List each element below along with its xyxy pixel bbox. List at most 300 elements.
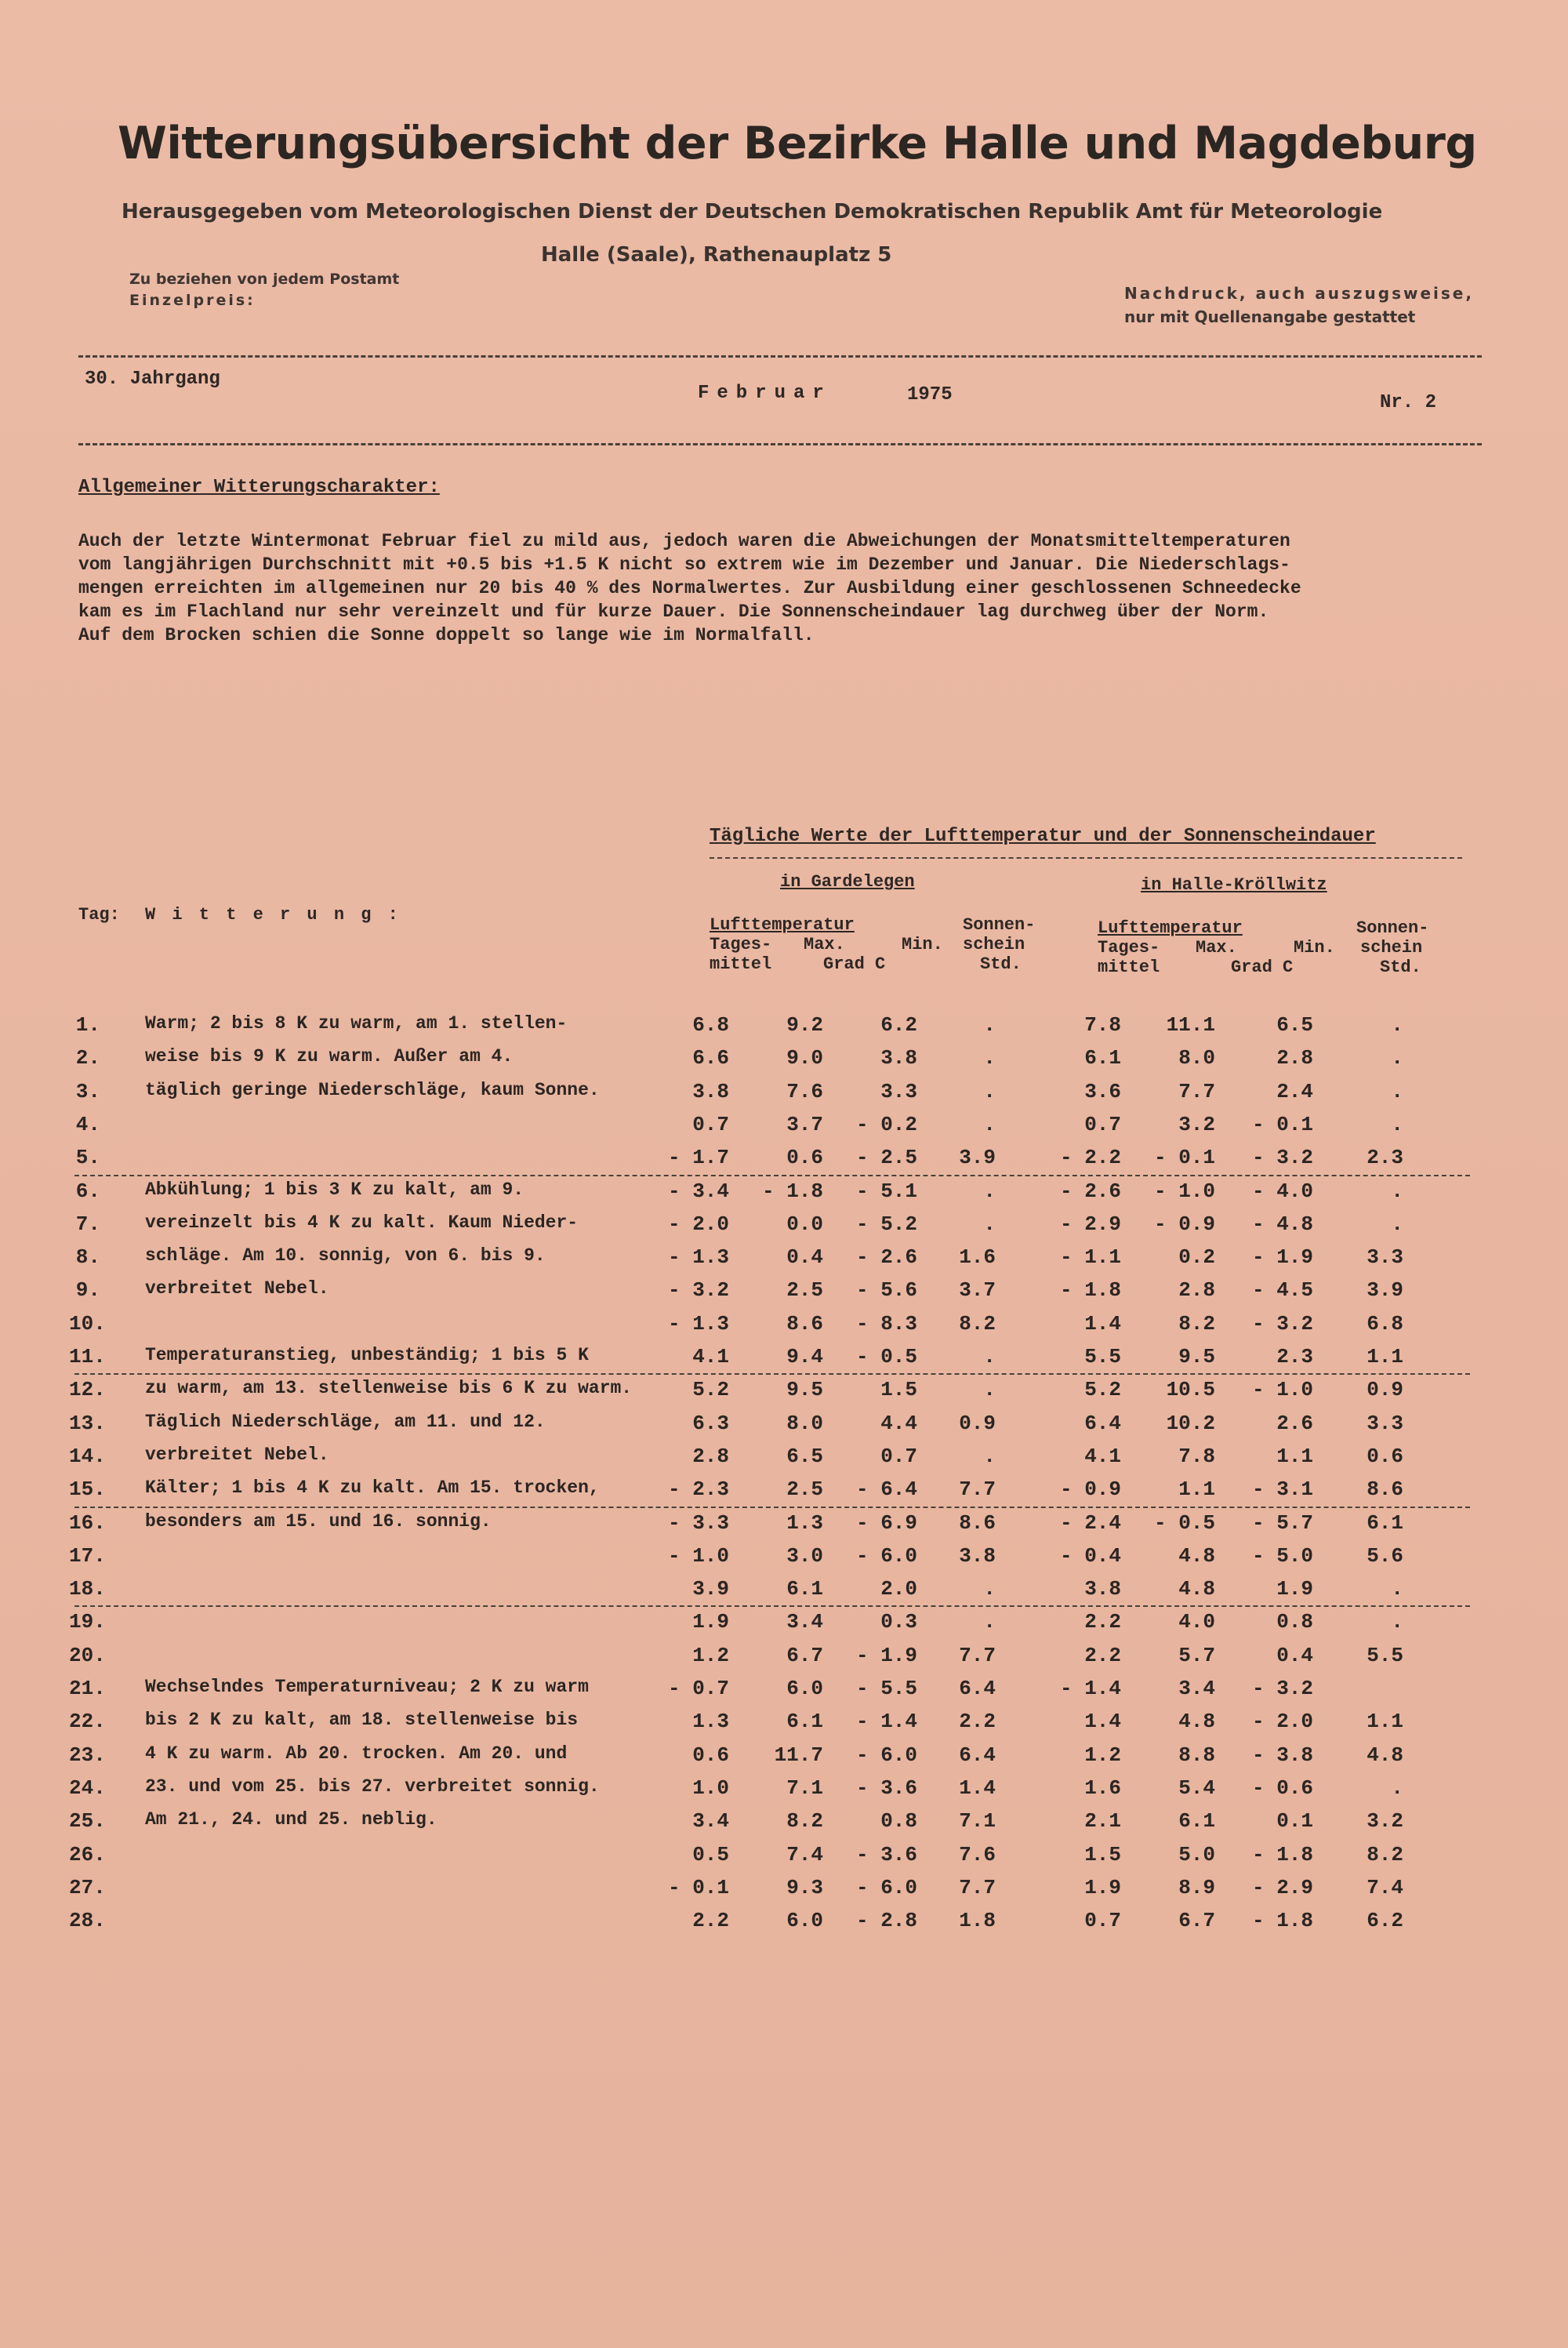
weather-description-line: täglich geringe Niederschläge, kaum Sonne. (145, 1079, 600, 1100)
halle-value: 5.5 (1084, 1345, 1121, 1368)
gardelegen-value: 2.5 (786, 1278, 823, 1303)
halle-value: . (1391, 1610, 1403, 1634)
weather-description-line: 23. und vom 25. bis 27. verbreitet sonnig. (145, 1776, 600, 1797)
halle-value: 6.4 (1084, 1411, 1121, 1435)
halle-value: 8.6 (1367, 1477, 1403, 1502)
gardelegen-value: - 0.2 (855, 1112, 917, 1136)
g-max: Max. (804, 935, 845, 954)
halle-value: 6.1 (1367, 1510, 1403, 1535)
halle-value: 7.4 (1367, 1875, 1403, 1899)
gardelegen-value: 3.4 (786, 1610, 823, 1634)
halle-value: - 0.1 (1251, 1112, 1313, 1136)
gardelegen-value: - 6.4 (855, 1477, 917, 1502)
gardelegen-value: 0.9 (959, 1411, 996, 1435)
gardelegen-value: 6.4 (959, 1743, 996, 1767)
general-heading: Allgemeiner Witterungscharakter: (78, 477, 440, 498)
g-sonnen: Sonnen- (963, 915, 1036, 935)
halle-value: 2.4 (1276, 1079, 1313, 1103)
h-max: Max. (1196, 938, 1237, 958)
gardelegen-value: 1.2 (692, 1643, 729, 1667)
gardelegen-value: 8.2 (959, 1311, 996, 1336)
gardelegen-value: - 0.5 (855, 1345, 917, 1368)
gardelegen-value: . (983, 1212, 996, 1236)
gardelegen-value: - 5.2 (855, 1212, 917, 1236)
gardelegen-value: - 5.6 (855, 1278, 917, 1303)
halle-value: 2.1 (1084, 1809, 1121, 1834)
gardelegen-value: 0.8 (880, 1809, 917, 1834)
halle-value: - 2.9 (1251, 1875, 1313, 1899)
halle-value: - 1.8 (1059, 1278, 1121, 1303)
publisher-line: Herausgegeben vom Meteorologischen Dienst der Deutschen Demokratischen Republik Amt für Meteorologie (122, 200, 1383, 224)
halle-value: - 1.8 (1251, 1909, 1313, 1933)
gardelegen-value: 0.7 (692, 1112, 729, 1136)
day-number: 8. (75, 1245, 100, 1270)
gardelegen-value: 9.3 (786, 1875, 823, 1899)
g-lufttemp: Lufttemperatur (710, 915, 855, 935)
weather-description-line: Kälter; 1 bis 4 K zu kalt. Am 15. trocken, (145, 1477, 600, 1499)
gardelegen-value: 3.9 (959, 1146, 996, 1170)
gardelegen-value: - 1.8 (761, 1179, 823, 1203)
halle-value: - 2.2 (1059, 1146, 1121, 1170)
order-note: Zu beziehen von jedem Postamt (129, 271, 400, 288)
gardelegen-value: - 1.9 (855, 1643, 917, 1667)
day-number: 20. (69, 1643, 106, 1667)
gardelegen-value: . (983, 1610, 996, 1634)
halle-value: 5.4 (1178, 1776, 1215, 1800)
h-lufttemp: Lufttemperatur (1098, 918, 1243, 938)
weather-description-line: Warm; 2 bis 8 K zu warm, am 1. stellen- (145, 1013, 568, 1034)
halle-value: - 2.4 (1059, 1510, 1121, 1535)
halle-value: 7.8 (1084, 1013, 1121, 1037)
halle-value: 1.4 (1084, 1710, 1121, 1734)
halle-value: - 0.1 (1153, 1146, 1215, 1170)
gardelegen-value: . (983, 1577, 996, 1601)
halle-value: 3.9 (1367, 1278, 1403, 1303)
halle-value: 5.6 (1367, 1543, 1403, 1568)
g-tages: Tages- (710, 935, 772, 954)
gardelegen-value: 0.0 (786, 1212, 823, 1236)
reprint-note-1: Nachdruck, auch auszugsweise, (1124, 284, 1474, 303)
gardelegen-value: - 3.3 (667, 1510, 729, 1535)
halle-value: - 4.8 (1251, 1212, 1313, 1236)
halle-value: 2.3 (1367, 1146, 1403, 1170)
paragraph-line: kam es im Flachland nur sehr vereinzelt und für kurze Dauer. Die Sonnenscheindauer lag durchweg über der Norm. (78, 602, 1269, 622)
halle-value: 6.5 (1276, 1013, 1313, 1037)
gardelegen-value: . (983, 1378, 996, 1402)
day-number: 2. (75, 1046, 100, 1070)
gardelegen-value: 1.5 (880, 1378, 917, 1402)
paragraph-line: Auch der letzte Wintermonat Februar fiel zu mild aus, jedoch waren die Abweichungen der Monatsmitteltemperaturen (78, 531, 1290, 551)
gardelegen-value: - 5.1 (855, 1179, 917, 1203)
col-day-header: Tag: (78, 905, 120, 925)
gardelegen-value: 7.7 (959, 1875, 996, 1899)
day-number: 6. (75, 1179, 100, 1203)
weather-description-line: zu warm, am 13. stellenweise bis 6 K zu warm. (145, 1378, 633, 1399)
table-caption: Tägliche Werte der Lufttemperatur und der Sonnenscheindauer (710, 826, 1376, 847)
halle-value: 6.1 (1084, 1046, 1121, 1070)
paragraph-line: vom langjährigen Durchschnitt mit +0.5 bis +1.5 K nicht so extrem wie im Dezember und Januar. Die Niederschlags- (78, 554, 1290, 575)
halle-value: 11.1 (1166, 1013, 1215, 1037)
halle-value: 5.2 (1084, 1378, 1121, 1402)
halle-value: 6.8 (1367, 1311, 1403, 1336)
gardelegen-value: - 2.6 (855, 1245, 917, 1270)
h-mittel: mittel (1098, 958, 1160, 977)
gardelegen-value: - 1.3 (667, 1311, 729, 1336)
halle-value: 0.1 (1276, 1809, 1313, 1834)
gardelegen-value: - 8.3 (855, 1311, 917, 1336)
gardelegen-value: 7.4 (786, 1842, 823, 1866)
halle-value: 3.2 (1367, 1809, 1403, 1834)
gardelegen-value: 3.8 (959, 1543, 996, 1568)
gardelegen-value: 3.8 (692, 1079, 729, 1103)
gardelegen-value: 0.6 (786, 1146, 823, 1170)
halle-value: . (1391, 1577, 1403, 1601)
gardelegen-value: 1.8 (959, 1909, 996, 1933)
gardelegen-value: 6.6 (692, 1046, 729, 1070)
gardelegen-value: - 1.0 (667, 1543, 729, 1568)
gardelegen-value: 0.3 (880, 1610, 917, 1634)
gardelegen-value: 0.7 (880, 1444, 917, 1468)
gardelegen-value: - 3.2 (667, 1278, 729, 1303)
gardelegen-value: 9.0 (786, 1046, 823, 1070)
g-min: Min. (902, 935, 943, 954)
issue-year: 1975 (907, 384, 953, 405)
gardelegen-value: - 0.1 (667, 1875, 729, 1899)
halle-value: 1.9 (1276, 1577, 1313, 1601)
day-number: 5. (75, 1146, 100, 1170)
halle-value: 4.8 (1178, 1543, 1215, 1568)
station-halle: in Halle-Kröllwitz (1141, 875, 1327, 895)
halle-value: - 2.9 (1059, 1212, 1121, 1236)
gardelegen-value: 7.6 (786, 1079, 823, 1103)
halle-value: - 1.1 (1059, 1245, 1121, 1270)
halle-value: 4.8 (1178, 1577, 1215, 1601)
day-number: 19. (69, 1610, 106, 1634)
day-number: 12. (69, 1378, 106, 1402)
halle-value: 2.2 (1084, 1643, 1121, 1667)
weather-description-line: Temperaturanstieg, unbeständig; 1 bis 5 K (145, 1345, 589, 1365)
weather-description-line: verbreitet Nebel. (145, 1444, 329, 1465)
halle-value: . (1391, 1212, 1403, 1236)
halle-value: 0.7 (1084, 1909, 1121, 1933)
day-number: 15. (69, 1477, 106, 1502)
halle-value: 1.1 (1276, 1444, 1313, 1468)
gardelegen-value: - 0.7 (667, 1677, 729, 1700)
gardelegen-value: 1.9 (692, 1610, 729, 1634)
halle-value: - 3.2 (1251, 1311, 1313, 1336)
halle-value: 6.2 (1367, 1909, 1403, 1933)
gardelegen-value: 2.2 (959, 1710, 996, 1734)
weather-description-line: verbreitet Nebel. (145, 1278, 329, 1299)
halle-value: - 3.2 (1251, 1677, 1313, 1700)
gardelegen-value: 5.2 (692, 1378, 729, 1402)
halle-value: - 3.2 (1251, 1146, 1313, 1170)
gardelegen-value: 1.3 (692, 1710, 729, 1734)
gardelegen-value: 6.1 (786, 1710, 823, 1734)
gardelegen-value: - 6.9 (855, 1510, 917, 1535)
gardelegen-value: 2.5 (786, 1477, 823, 1502)
gardelegen-value: 4.1 (692, 1345, 729, 1368)
divider-issue (78, 443, 1482, 445)
halle-value: 2.8 (1178, 1278, 1215, 1303)
day-number: 16. (69, 1510, 106, 1535)
gardelegen-value: . (983, 1079, 996, 1103)
gardelegen-value: 3.0 (786, 1543, 823, 1568)
halle-value: 5.7 (1178, 1643, 1215, 1667)
day-number: 10. (69, 1311, 106, 1336)
halle-value: 8.0 (1178, 1046, 1215, 1070)
gardelegen-value: . (983, 1112, 996, 1136)
col-weather-header: W i t t e r u n g : (145, 905, 401, 925)
gardelegen-value: 9.4 (786, 1345, 823, 1368)
price-label: Einzelpreis: (129, 292, 256, 309)
period-separator (74, 1373, 1470, 1375)
gardelegen-value: 1.0 (692, 1776, 729, 1800)
halle-value: - 2.6 (1059, 1179, 1121, 1203)
day-number: 17. (69, 1543, 106, 1568)
halle-value: 8.8 (1178, 1743, 1215, 1767)
period-separator (74, 1175, 1470, 1176)
day-number: 14. (69, 1444, 106, 1468)
day-number: 1. (75, 1013, 100, 1037)
halle-value: 6.1 (1178, 1809, 1215, 1834)
gardelegen-value: - 6.0 (855, 1743, 917, 1767)
halle-value: . (1391, 1046, 1403, 1070)
halle-value: 1.1 (1367, 1345, 1403, 1368)
caption-rule (710, 857, 1462, 859)
gardelegen-value: 7.1 (786, 1776, 823, 1800)
gardelegen-value: 6.1 (786, 1577, 823, 1601)
halle-value: - 1.0 (1251, 1378, 1313, 1402)
halle-value: 4.0 (1178, 1610, 1215, 1634)
gardelegen-value: 6.3 (692, 1411, 729, 1435)
day-number: 11. (69, 1345, 106, 1368)
gardelegen-value: - 5.5 (855, 1677, 917, 1700)
gardelegen-value: 7.7 (959, 1477, 996, 1502)
halle-value: 3.3 (1367, 1411, 1403, 1435)
paragraph-line: mengen erreichten im allgemeinen nur 20 bis 40 % des Normalwertes. Zur Ausbildung einer geschlossenen Schneedecke (78, 578, 1301, 598)
halle-value: - 0.9 (1153, 1212, 1215, 1236)
halle-value: 1.1 (1178, 1477, 1215, 1502)
halle-value: 10.2 (1166, 1411, 1215, 1435)
day-number: 7. (75, 1212, 100, 1236)
halle-value: 0.4 (1276, 1643, 1313, 1667)
gardelegen-value: - 3.6 (855, 1776, 917, 1800)
h-std: Std. (1380, 958, 1421, 977)
halle-value: 10.5 (1166, 1378, 1215, 1402)
gardelegen-value: 6.0 (786, 1909, 823, 1933)
halle-value: 1.1 (1367, 1710, 1403, 1734)
halle-value: 2.8 (1276, 1046, 1313, 1070)
paragraph-line: Auf dem Brocken schien die Sonne doppelt so lange wie im Normalfall. (78, 625, 815, 645)
halle-value: 7.7 (1178, 1079, 1215, 1103)
weather-description-line: besonders am 15. und 16. sonnig. (145, 1510, 492, 1532)
gardelegen-value: . (983, 1345, 996, 1368)
halle-value: - 0.5 (1153, 1510, 1215, 1535)
gardelegen-value: - 2.8 (855, 1909, 917, 1933)
halle-value: 1.2 (1084, 1743, 1121, 1767)
gardelegen-value: 7.6 (959, 1842, 996, 1866)
day-number: 3. (75, 1079, 100, 1103)
halle-value: 4.1 (1084, 1444, 1121, 1468)
gardelegen-value: - 1.3 (667, 1245, 729, 1270)
halle-value: 5.0 (1178, 1842, 1215, 1866)
halle-value: 3.6 (1084, 1079, 1121, 1103)
gardelegen-value: 6.4 (959, 1677, 996, 1700)
gardelegen-value: 6.7 (786, 1643, 823, 1667)
gardelegen-value: 9.5 (786, 1378, 823, 1402)
gardelegen-value: 8.2 (786, 1809, 823, 1834)
page-title: Witterungsübersicht der Bezirke Halle und Magdeburg (118, 118, 1477, 169)
halle-value: 3.3 (1367, 1245, 1403, 1270)
halle-value: . (1391, 1776, 1403, 1800)
gardelegen-value: 2.8 (692, 1444, 729, 1468)
day-number: 27. (69, 1875, 106, 1899)
halle-value: . (1391, 1013, 1403, 1037)
gardelegen-value: 3.8 (880, 1046, 917, 1070)
issue-month: Februar (698, 383, 832, 404)
weather-description-line: Am 21., 24. und 25. neblig. (145, 1809, 437, 1830)
period-separator (74, 1605, 1470, 1607)
day-number: 28. (69, 1909, 106, 1933)
gardelegen-value: 11.7 (774, 1743, 823, 1767)
gardelegen-value: 7.1 (959, 1809, 996, 1834)
day-number: 22. (69, 1710, 106, 1734)
period-separator (74, 1507, 1470, 1508)
gardelegen-value: 2.2 (692, 1909, 729, 1933)
gardelegen-value: 1.6 (959, 1245, 996, 1270)
gardelegen-value: 1.4 (959, 1776, 996, 1800)
gardelegen-value: . (983, 1179, 996, 1203)
day-number: 24. (69, 1776, 106, 1800)
halle-value: 1.5 (1084, 1842, 1121, 1866)
gardelegen-value: 0.5 (692, 1842, 729, 1866)
h-tages: Tages- (1098, 938, 1160, 958)
halle-value: . (1391, 1112, 1403, 1136)
gardelegen-value: 2.0 (880, 1577, 917, 1601)
halle-value: 4.8 (1367, 1743, 1403, 1767)
reprint-note-2: nur mit Quellenangabe gestattet (1124, 307, 1416, 326)
weather-description-line: schläge. Am 10. sonnig, von 6. bis 9. (145, 1245, 546, 1267)
halle-value: - 3.1 (1251, 1477, 1313, 1502)
gardelegen-value: . (983, 1444, 996, 1468)
gardelegen-value: 6.5 (786, 1444, 823, 1468)
address-line: Halle (Saale), Rathenauplatz 5 (541, 243, 892, 267)
halle-value: 1.9 (1084, 1875, 1121, 1899)
gardelegen-value: 3.7 (959, 1278, 996, 1303)
halle-value: - 0.6 (1251, 1776, 1313, 1800)
halle-value: - 1.0 (1153, 1179, 1215, 1203)
weather-description-line: Täglich Niederschläge, am 11. und 12. (145, 1411, 546, 1432)
station-gardelegen: in Gardelegen (780, 872, 915, 892)
general-paragraph (78, 529, 1490, 647)
halle-value: 6.7 (1178, 1909, 1215, 1933)
h-min: Min. (1294, 938, 1335, 958)
halle-value: - 1.8 (1251, 1842, 1313, 1866)
g-mittel: mittel (710, 954, 772, 974)
halle-value: 8.9 (1178, 1875, 1215, 1899)
weather-description-line: 4 K zu warm. Ab 20. trocken. Am 20. und (145, 1743, 568, 1764)
gardelegen-value: 0.4 (786, 1245, 823, 1270)
day-number: 21. (69, 1677, 106, 1700)
halle-value: 0.8 (1276, 1610, 1313, 1634)
gardelegen-value: 0.6 (692, 1743, 729, 1767)
halle-value: - 1.9 (1251, 1245, 1313, 1270)
gardelegen-value: - 1.7 (667, 1146, 729, 1170)
issue-number: Nr. 2 (1380, 392, 1437, 413)
halle-value: 0.7 (1084, 1112, 1121, 1136)
gardelegen-value: 6.2 (880, 1013, 917, 1037)
gardelegen-value: - 3.6 (855, 1842, 917, 1866)
halle-value: 3.8 (1084, 1577, 1121, 1601)
day-number: 9. (75, 1278, 100, 1303)
day-number: 18. (69, 1577, 106, 1601)
day-number: 26. (69, 1842, 106, 1866)
gardelegen-value: - 3.4 (667, 1179, 729, 1203)
gardelegen-value: 9.2 (786, 1013, 823, 1037)
gardelegen-value: 3.3 (880, 1079, 917, 1103)
g-grad: Grad C (823, 954, 886, 974)
halle-value: 8.2 (1178, 1311, 1215, 1336)
gardelegen-value: . (983, 1046, 996, 1070)
gardelegen-value: 8.6 (786, 1311, 823, 1336)
halle-value: 7.8 (1178, 1444, 1215, 1468)
gardelegen-value: 6.0 (786, 1677, 823, 1700)
h-schein: schein (1360, 938, 1423, 958)
day-number: 13. (69, 1411, 106, 1435)
halle-value: 1.4 (1084, 1311, 1121, 1336)
halle-value: 2.6 (1276, 1411, 1313, 1435)
halle-value: - 2.0 (1251, 1710, 1313, 1734)
g-schein: schein (963, 935, 1025, 954)
gardelegen-value: - 1.4 (855, 1710, 917, 1734)
gardelegen-value: 8.0 (786, 1411, 823, 1435)
volume: 30. Jahrgang (85, 369, 220, 390)
day-number: 25. (69, 1809, 106, 1834)
h-grad: Grad C (1231, 958, 1294, 977)
gardelegen-value: 1.3 (786, 1510, 823, 1535)
halle-value: - 3.8 (1251, 1743, 1313, 1767)
halle-value: 1.6 (1084, 1776, 1121, 1800)
gardelegen-value: 3.7 (786, 1112, 823, 1136)
weather-description-line: weise bis 9 K zu warm. Außer am 4. (145, 1046, 514, 1067)
gardelegen-value: - 2.5 (855, 1146, 917, 1170)
h-sonnen: Sonnen- (1356, 918, 1429, 938)
gardelegen-value: . (983, 1013, 996, 1037)
halle-value: 9.5 (1178, 1345, 1215, 1368)
weather-description-line: Abkühlung; 1 bis 3 K zu kalt, am 9. (145, 1179, 524, 1200)
halle-value: - 5.7 (1251, 1510, 1313, 1535)
gardelegen-value: 6.8 (692, 1013, 729, 1037)
halle-value: . (1391, 1079, 1403, 1103)
halle-value: - 1.4 (1059, 1677, 1121, 1700)
day-number: 4. (75, 1112, 100, 1136)
g-std: Std. (980, 954, 1022, 974)
halle-value: - 4.5 (1251, 1278, 1313, 1303)
halle-value: - 5.0 (1251, 1543, 1313, 1568)
halle-value: 4.8 (1178, 1710, 1215, 1734)
halle-value: 3.4 (1178, 1677, 1215, 1700)
gardelegen-value: 4.4 (880, 1411, 917, 1435)
halle-value: - 4.0 (1251, 1179, 1313, 1203)
day-number: 23. (69, 1743, 106, 1767)
halle-value: 8.2 (1367, 1842, 1403, 1866)
gardelegen-value: 7.7 (959, 1643, 996, 1667)
halle-value: 2.2 (1084, 1610, 1121, 1634)
halle-value: - 0.4 (1059, 1543, 1121, 1568)
halle-value: 2.3 (1276, 1345, 1313, 1368)
gardelegen-value: 3.4 (692, 1809, 729, 1834)
